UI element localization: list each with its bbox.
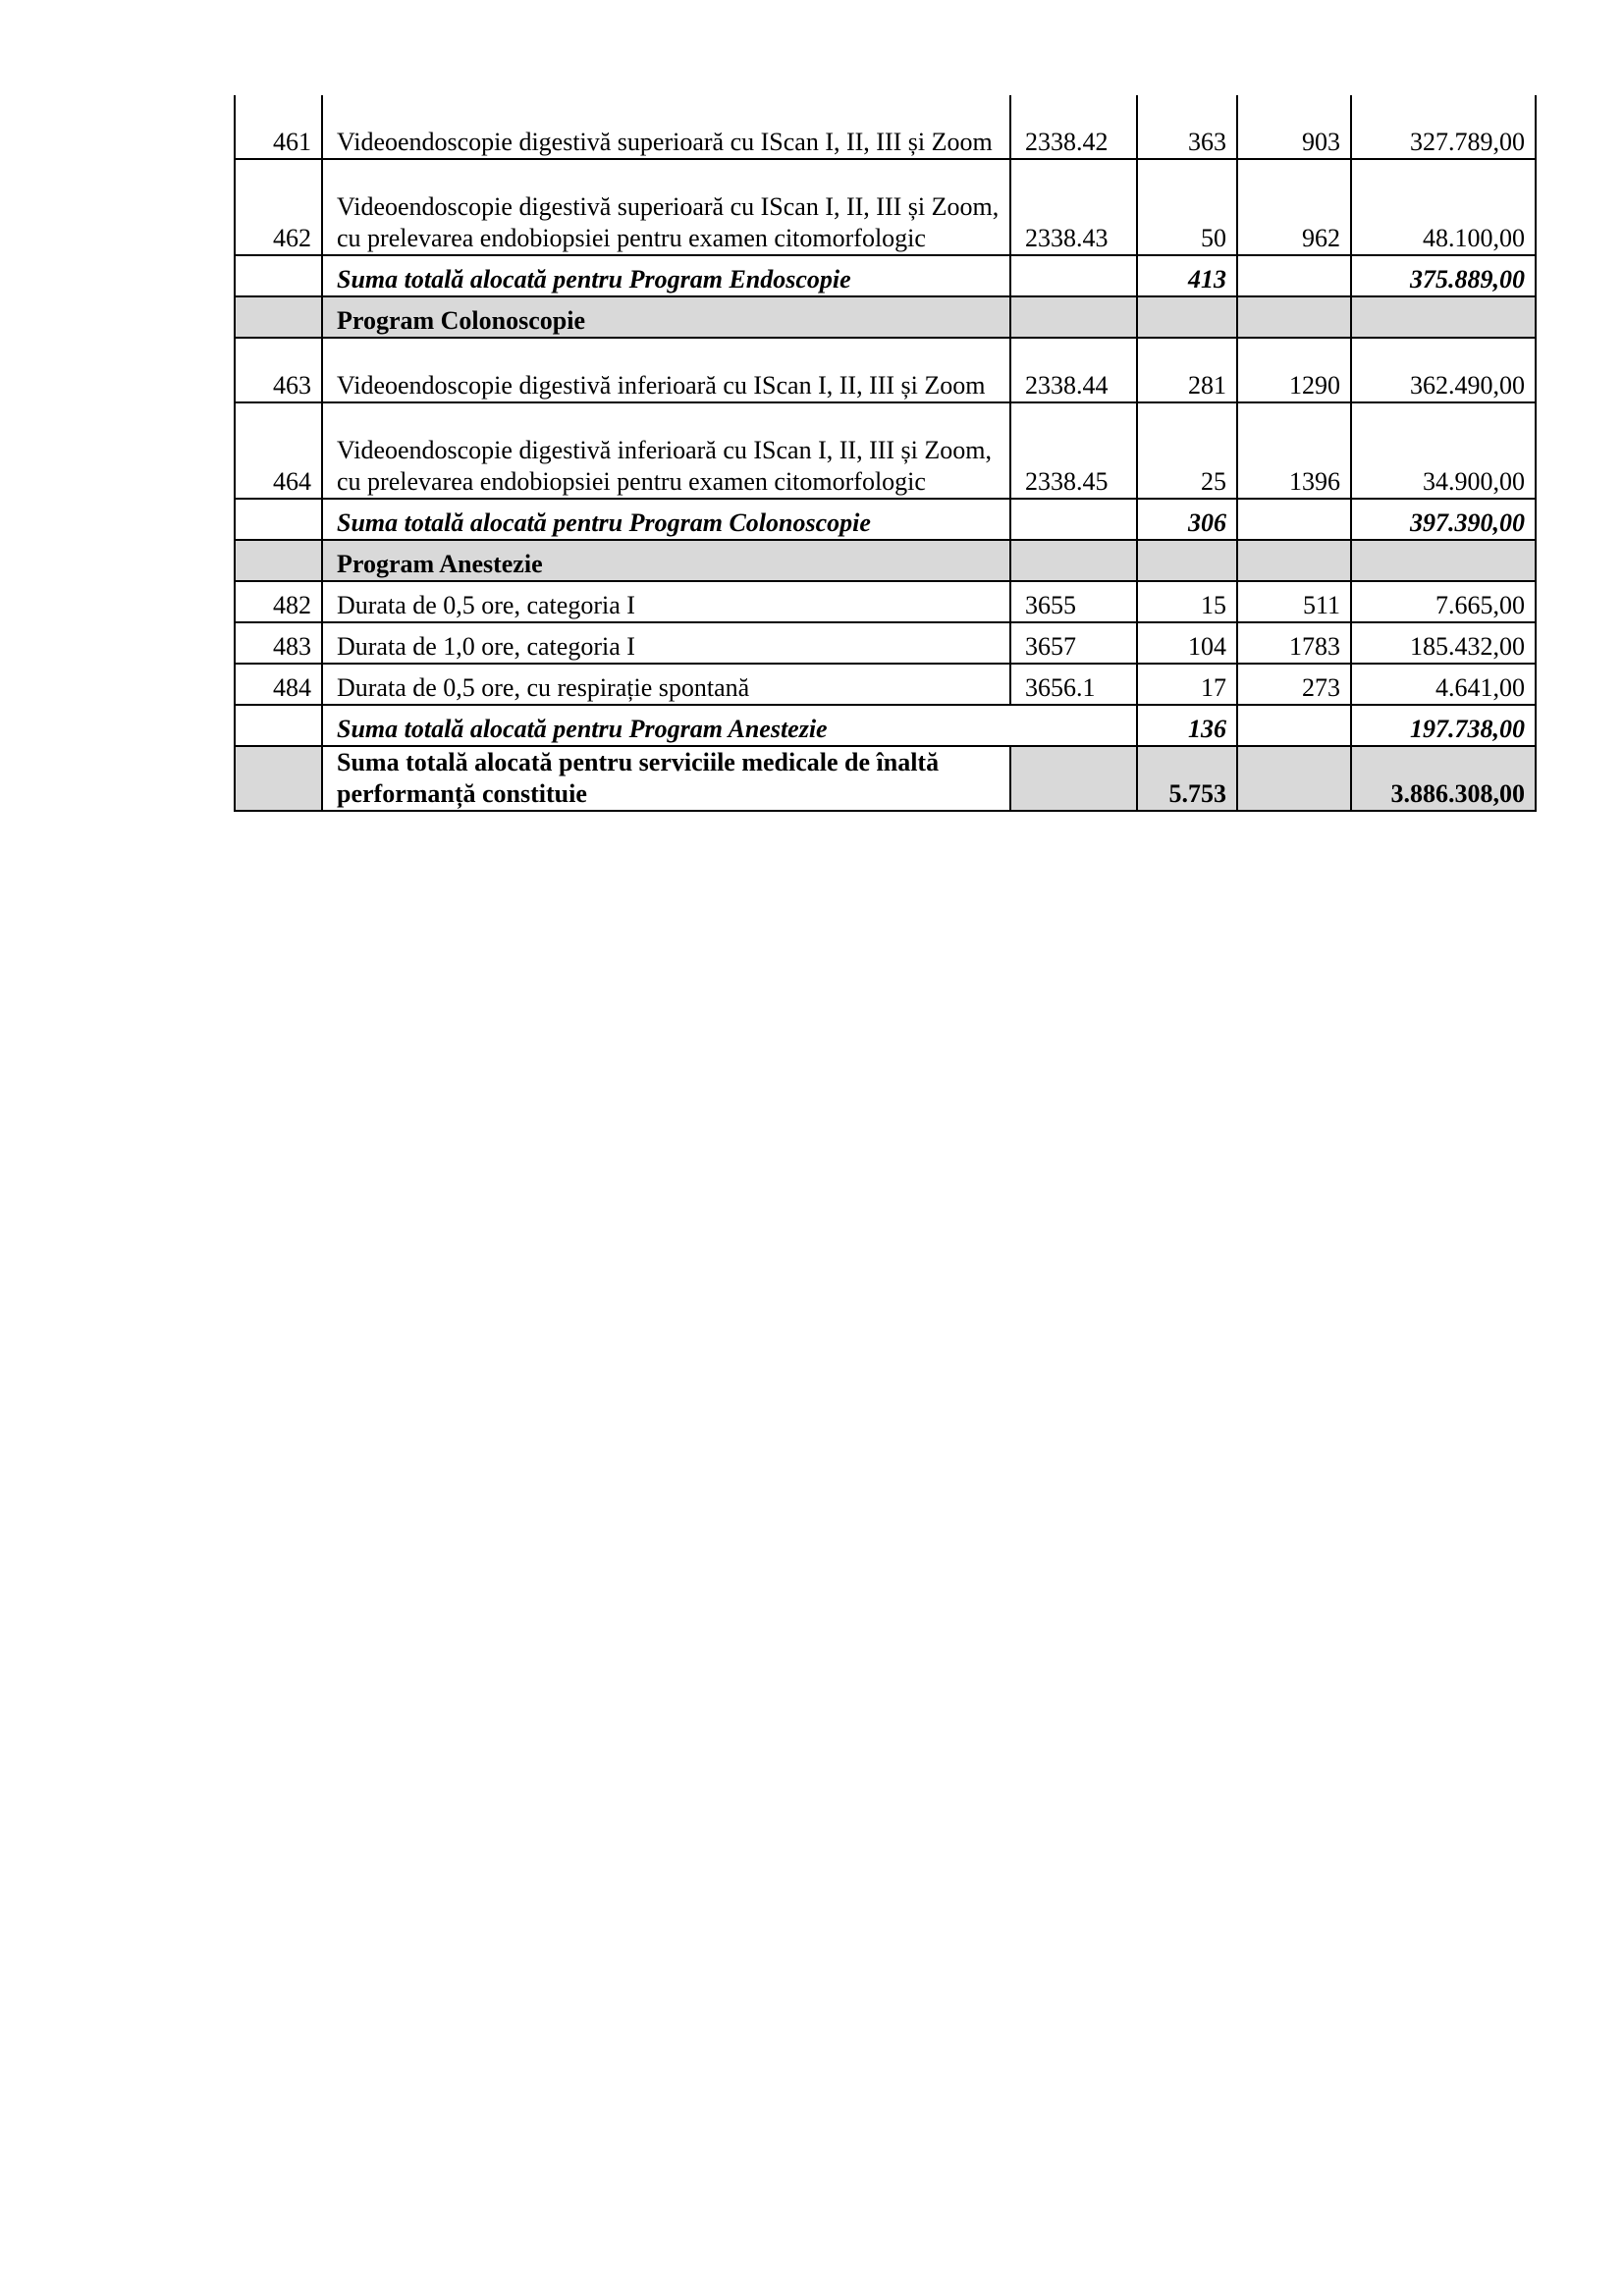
table-row — [235, 338, 1536, 402]
subtotal-amount: 375.889,00 — [1351, 255, 1536, 296]
unit-price: 1396 — [1237, 402, 1351, 499]
subtotal-row — [235, 499, 1536, 540]
row-number: 483 — [235, 622, 322, 664]
row-number: 461 — [235, 95, 322, 159]
grand-total-quantity: 5.753 — [1137, 746, 1237, 811]
row-number: 484 — [235, 664, 322, 705]
service-quantity: 363 — [1137, 95, 1237, 159]
empty-cell — [1010, 499, 1137, 540]
service-quantity: 104 — [1137, 622, 1237, 664]
grand-total-amount: 3.886.308,00 — [1351, 746, 1536, 811]
allocated-amount: 48.100,00 — [1351, 159, 1536, 255]
unit-price: 273 — [1237, 664, 1351, 705]
service-quantity: 281 — [1137, 338, 1237, 402]
allocation-table — [234, 95, 1537, 812]
empty-cell — [1351, 540, 1536, 581]
empty-cell — [235, 705, 322, 746]
empty-cell — [1237, 540, 1351, 581]
empty-cell — [1137, 540, 1237, 581]
allocated-amount: 4.641,00 — [1351, 664, 1536, 705]
table-row — [235, 159, 1536, 255]
section-title: Program Colonoscopie — [322, 296, 1010, 338]
empty-cell — [1237, 746, 1351, 811]
empty-cell — [235, 746, 322, 811]
subtotal-amount: 197.738,00 — [1351, 705, 1536, 746]
table-row — [235, 622, 1536, 664]
service-description: Durata de 0,5 ore, categoria I — [322, 581, 1010, 622]
row-number: 463 — [235, 338, 322, 402]
table-row — [235, 95, 1536, 159]
service-description: Videoendoscopie digestivă inferioară cu IScan I, II, III și Zoom — [322, 338, 1010, 402]
allocated-amount: 7.665,00 — [1351, 581, 1536, 622]
table-row — [235, 664, 1536, 705]
empty-cell — [235, 540, 322, 581]
subtotal-label: Suma totală alocată pentru Program Endoscopie — [322, 255, 1010, 296]
allocated-amount: 34.900,00 — [1351, 402, 1536, 499]
table-row — [235, 581, 1536, 622]
empty-cell — [1010, 746, 1137, 811]
section-title: Program Anestezie — [322, 540, 1010, 581]
unit-price: 962 — [1237, 159, 1351, 255]
subtotal-quantity: 306 — [1137, 499, 1237, 540]
empty-cell — [1237, 499, 1351, 540]
service-description: Videoendoscopie digestivă superioară cu IScan I, II, III și Zoom — [322, 95, 1010, 159]
subtotal-row — [235, 705, 1536, 746]
subtotal-row — [235, 255, 1536, 296]
allocated-amount: 362.490,00 — [1351, 338, 1536, 402]
allocated-amount: 185.432,00 — [1351, 622, 1536, 664]
service-quantity: 17 — [1137, 664, 1237, 705]
empty-cell — [235, 499, 322, 540]
service-quantity: 15 — [1137, 581, 1237, 622]
section-header-row — [235, 540, 1536, 581]
grand-total-row — [235, 746, 1536, 811]
service-description: Videoendoscopie digestivă superioară cu IScan I, II, III și Zoom, cu prelevarea endobiopsiei pentru examen citomorfologic — [322, 159, 1010, 255]
empty-cell — [1237, 705, 1351, 746]
row-number: 462 — [235, 159, 322, 255]
empty-cell — [1137, 296, 1237, 338]
grand-total-label: Suma totală alocată pentru serviciile medicale de înaltă performanță constituie — [322, 746, 1010, 811]
empty-cell — [1237, 255, 1351, 296]
service-code: 3656.1 — [1010, 664, 1137, 705]
service-code: 2338.45 — [1010, 402, 1137, 499]
empty-cell — [235, 296, 322, 338]
service-code: 3655 — [1010, 581, 1137, 622]
section-header-row — [235, 296, 1536, 338]
row-number: 482 — [235, 581, 322, 622]
empty-cell — [1010, 255, 1137, 296]
subtotal-quantity: 136 — [1137, 705, 1237, 746]
subtotal-quantity: 413 — [1137, 255, 1237, 296]
subtotal-label: Suma totală alocată pentru Program Colonoscopie — [322, 499, 1010, 540]
unit-price: 903 — [1237, 95, 1351, 159]
allocated-amount: 327.789,00 — [1351, 95, 1536, 159]
service-quantity: 25 — [1137, 402, 1237, 499]
service-code: 2338.44 — [1010, 338, 1137, 402]
unit-price: 511 — [1237, 581, 1351, 622]
empty-cell — [1351, 296, 1536, 338]
service-description: Durata de 1,0 ore, categoria I — [322, 622, 1010, 664]
unit-price: 1290 — [1237, 338, 1351, 402]
subtotal-label: Suma totală alocată pentru Program Anestezie — [322, 705, 1137, 746]
empty-cell — [1237, 296, 1351, 338]
row-number: 464 — [235, 402, 322, 499]
empty-cell — [235, 255, 322, 296]
unit-price: 1783 — [1237, 622, 1351, 664]
table-row — [235, 402, 1536, 499]
subtotal-amount: 397.390,00 — [1351, 499, 1536, 540]
service-description: Videoendoscopie digestivă inferioară cu IScan I, II, III și Zoom, cu prelevarea endobiopsiei pentru examen citomorfologic — [322, 402, 1010, 499]
service-code: 3657 — [1010, 622, 1137, 664]
service-code: 2338.43 — [1010, 159, 1137, 255]
service-code: 2338.42 — [1010, 95, 1137, 159]
empty-cell — [1010, 296, 1137, 338]
empty-cell — [1010, 540, 1137, 581]
service-description: Durata de 0,5 ore, cu respirație spontană — [322, 664, 1010, 705]
service-quantity: 50 — [1137, 159, 1237, 255]
